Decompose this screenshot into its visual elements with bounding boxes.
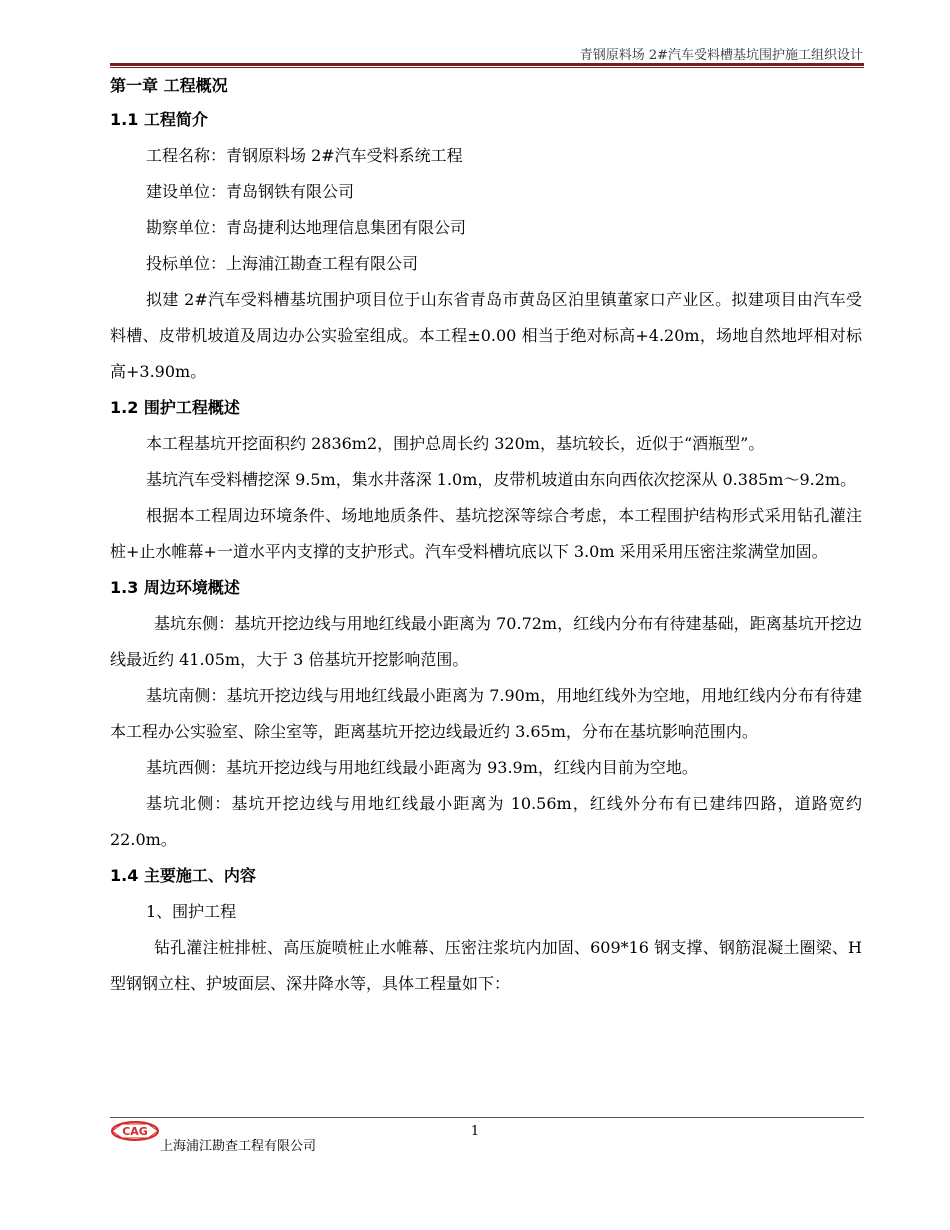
bidder-unit: 投标单位：上海浦江勘查工程有限公司 — [146, 254, 419, 273]
section-heading-1-3: 1.3 周边环境概述 — [110, 578, 240, 597]
enclosure-paragraph-3: 根据本工程周边环境条件、场地地质条件、基坑挖深等综合考虑，本工程围护结构形式采用钻孔灌注桩+止水帷幕+一道水平内支撑的支护形式。汽车受料槽坑底以下 3.0m 采用采用压密注浆满堂加固。 — [110, 506, 862, 561]
section-heading-1-4: 1.4 主要施工、内容 — [110, 866, 256, 885]
header-rule-thin — [110, 67, 864, 68]
company-logo-icon — [110, 1120, 160, 1142]
footer-company: 上海浦江勘查工程有限公司 — [160, 1139, 317, 1154]
enclosure-paragraph-1: 本工程基坑开挖面积约 2836m2，围护总周长约 320m，基坑较长，近似于“酒瓶型”。 — [146, 434, 765, 453]
header-title: 青钢原料场 2#汽车受料槽基坑围护施工组织设计 — [579, 48, 863, 63]
environment-east: 基坑东侧：基坑开挖边线与用地红线最小距离为 70.72m，红线内分布有待建基础，距离基坑开挖边线最近约 41.05m，大于 3 倍基坑开挖影响范围。 — [110, 614, 862, 669]
header-rule — [110, 63, 864, 66]
section-heading-1-2: 1.2 围护工程概述 — [110, 398, 240, 417]
document-body — [110, 70, 862, 1002]
project-name: 工程名称：青钢原料场 2#汽车受料系统工程 — [146, 146, 463, 165]
environment-north: 基坑北侧：基坑开挖边线与用地红线最小距离为 10.56m，红线外分布有已建纬四路，道路宽约 22.0m。 — [110, 794, 862, 849]
owner-unit: 建设单位：青岛钢铁有限公司 — [146, 182, 355, 201]
environment-south: 基坑南侧：基坑开挖边线与用地红线最小距离为 7.90m，用地红线外为空地，用地红线内分布有待建本工程办公实验室、除尘室等，距离基坑开挖边线最近约 3.65m，分布在基坑影响范围内。 — [110, 686, 862, 741]
logo-text: CAG — [122, 1125, 148, 1138]
survey-unit: 勘察单位：青岛捷利达地理信息集团有限公司 — [146, 218, 467, 237]
chapter-title: 第一章 工程概况 — [110, 76, 228, 95]
enclosure-paragraph-2: 基坑汽车受料槽挖深 9.5m，集水井落深 1.0m，皮带机坡道由东向西依次挖深从 0.385m～9.2m。 — [146, 470, 857, 489]
work-item-1-detail: 钻孔灌注桩排桩、高压旋喷桩止水帷幕、压密注浆坑内加固、609*16 钢支撑、钢筋混凝土圈梁、H 型钢钢立柱、护坡面层、深井降水等，具体工程量如下： — [110, 938, 862, 993]
environment-west: 基坑西侧：基坑开挖边线与用地红线最小距离为 93.9m，红线内目前为空地。 — [146, 758, 698, 777]
work-item-1: 1、围护工程 — [146, 902, 237, 921]
section-heading-1-1: 1.1 工程简介 — [110, 110, 208, 129]
page-number: 1 — [470, 1124, 480, 1139]
footer-rule — [110, 1117, 864, 1118]
project-description: 拟建 2#汽车受料槽基坑围护项目位于山东省青岛市黄岛区泊里镇董家口产业区。拟建项目由汽车受料槽、皮带机坡道及周边办公实验室组成。本工程±0.00 相当于绝对标高+4.20m，场地自然地坪相对标高+3.90m。 — [110, 290, 862, 381]
